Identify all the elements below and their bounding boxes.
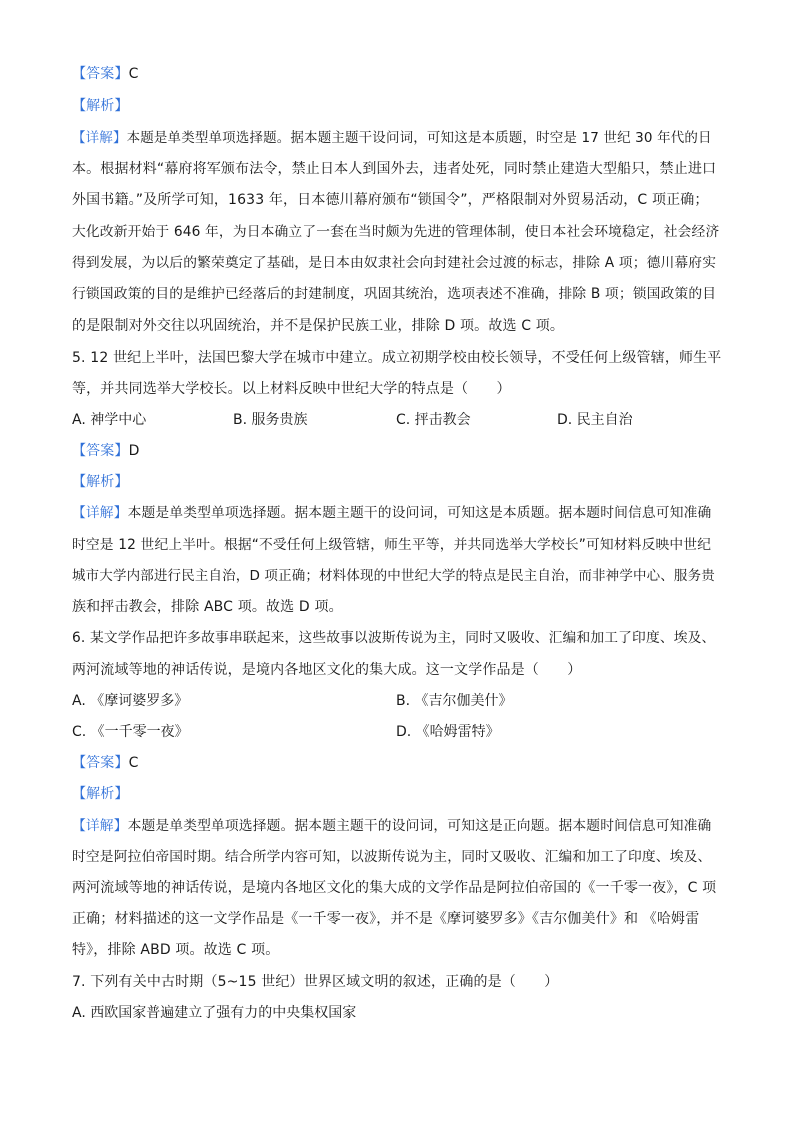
q6-option-c: C. 《一千零一夜》 xyxy=(72,724,189,740)
q5-option-b: B. 服务贵族 xyxy=(233,412,308,428)
q5-analysis-tag: 【解析】 xyxy=(72,474,129,490)
answer-tag: 【答案】 xyxy=(72,443,129,459)
q6-option-a: A. 《摩诃婆罗多》 xyxy=(72,693,189,709)
q5-detail-line: 时空是 12 世纪上半叶。根据“不受任何上级管辖，师生平等，并共同选举大学校长”可知材料反映中世纪 xyxy=(72,537,712,553)
q5-stem-line: 5. 12 世纪上半叶，法国巴黎大学在城市中建立。成立初期学校由校长领导，不受任何上级管辖，师生平 xyxy=(72,350,722,366)
q4-detail-line: 大化改新开始于 646 年，为日本确立了一套在当时颇为先进的管理体制，使日本社会环境稳定，社会经济 xyxy=(72,224,720,240)
answer-tag: 【答案】 xyxy=(72,755,129,771)
q4-detail-line: 本。根据材料“幕府将军颁布法令，禁止日本人到国外去，违者处死，同时禁止建造大型船只，禁止进口 xyxy=(72,161,717,177)
q6-detail-line: 正确；材料描述的这一文学作品是《一千零一夜》，并不是《摩诃婆罗多》《吉尔伽美什》和 《哈姆雷 xyxy=(72,911,700,927)
q5-option-a: A. 神学中心 xyxy=(72,412,147,428)
q6-answer-line xyxy=(72,753,139,773)
q4-detail-line: 【详解】本题是单类型单项选择题。据本题主题干设问词，可知这是本质题，时空是 17 世纪 30 年代的日 xyxy=(72,130,712,146)
q6-detail-line: 两河流域等地的神话传说，是境内各地区文化的集大成的文学作品是阿拉伯帝国的《一千零一夜》，C 项 xyxy=(72,880,717,896)
q5-stem-line: 等，并共同选举大学校长。以上材料反映中世纪大学的特点是（ ） xyxy=(72,381,511,397)
q5-option-d: D. 民主自治 xyxy=(557,412,633,428)
answer-value: C xyxy=(128,66,139,82)
q4-detail-line: 外国书籍。”及所学可知，1633 年，日本德川幕府颁布“锁国令”，严格限制对外贸易活动，C 项正确； xyxy=(72,192,709,208)
detail-tag: 【详解】 xyxy=(72,130,127,146)
q6-detail-line: 特》，排除 ABD 项。故选 C 项。 xyxy=(72,942,280,958)
q5-detail-line: 城市大学内部进行民主自治，D 项正确；材料体现的中世纪大学的特点是民主自治，而非神学中心、服务贵 xyxy=(72,568,715,584)
q5-detail-line: 族和抨击教会，排除 ABC 项。故选 D 项。 xyxy=(72,599,343,615)
detail-tag: 【详解】 xyxy=(72,505,128,521)
q4-detail-line: 得到发展，为以后的繁荣奠定了基础，是日本由奴隶社会向封建社会过渡的标志，排除 A 项；德川幕府实 xyxy=(72,255,717,271)
answer-value: C xyxy=(128,755,139,771)
q6-option-b: B. 《吉尔伽美什》 xyxy=(396,693,513,709)
detail-tag: 【详解】 xyxy=(72,818,128,834)
q6-analysis-tag: 【解析】 xyxy=(72,786,129,802)
q4-answer-line xyxy=(72,64,139,84)
q6-stem-line: 6. 某文学作品把许多故事串联起来，这些故事以波斯传说为主，同时又吸收、汇编和加工了印度、埃及、 xyxy=(72,630,716,646)
q6-detail-line: 时空是阿拉伯帝国时期。结合所学内容可知，以波斯传说为主，同时又吸收、汇编和加工了印度、埃及、 xyxy=(72,849,712,865)
q6-detail-line: 【详解】本题是单类型单项选择题。据本题主题干的设问词，可知这是正向题。据本题时间信息可知准确 xyxy=(72,818,712,834)
answer-tag: 【答案】 xyxy=(72,66,129,82)
answer-value: D xyxy=(128,443,140,459)
q7-stem: 7. 下列有关中古时期（5~15 世纪）世界区域文明的叙述，正确的是（ ） xyxy=(72,974,559,990)
q5-answer-line xyxy=(72,441,140,461)
q6-option-d: D. 《哈姆雷特》 xyxy=(396,724,500,740)
q5-detail-line: 【详解】本题是单类型单项选择题。据本题主题干的设问词，可知这是本质题。据本题时间信息可知准确 xyxy=(72,505,712,521)
q4-detail-line: 行锁国政策的目的是维护已经落后的封建制度，巩固其统治，选项表述不准确，排除 B 项；锁国政策的目 xyxy=(72,286,717,302)
q4-detail-line: 的是限制对外交往以巩固统治，并不是保护民族工业，排除 D 项。故选 C 项。 xyxy=(72,318,565,334)
q6-stem-line: 两河流域等地的神话传说，是境内各地区文化的集大成。这一文学作品是（ ） xyxy=(72,662,582,678)
q5-option-c: C. 抨击教会 xyxy=(396,412,471,428)
q4-analysis-tag: 【解析】 xyxy=(72,98,129,114)
q7-option-a: A. 西欧国家普遍建立了强有力的中央集权国家 xyxy=(72,1005,357,1021)
